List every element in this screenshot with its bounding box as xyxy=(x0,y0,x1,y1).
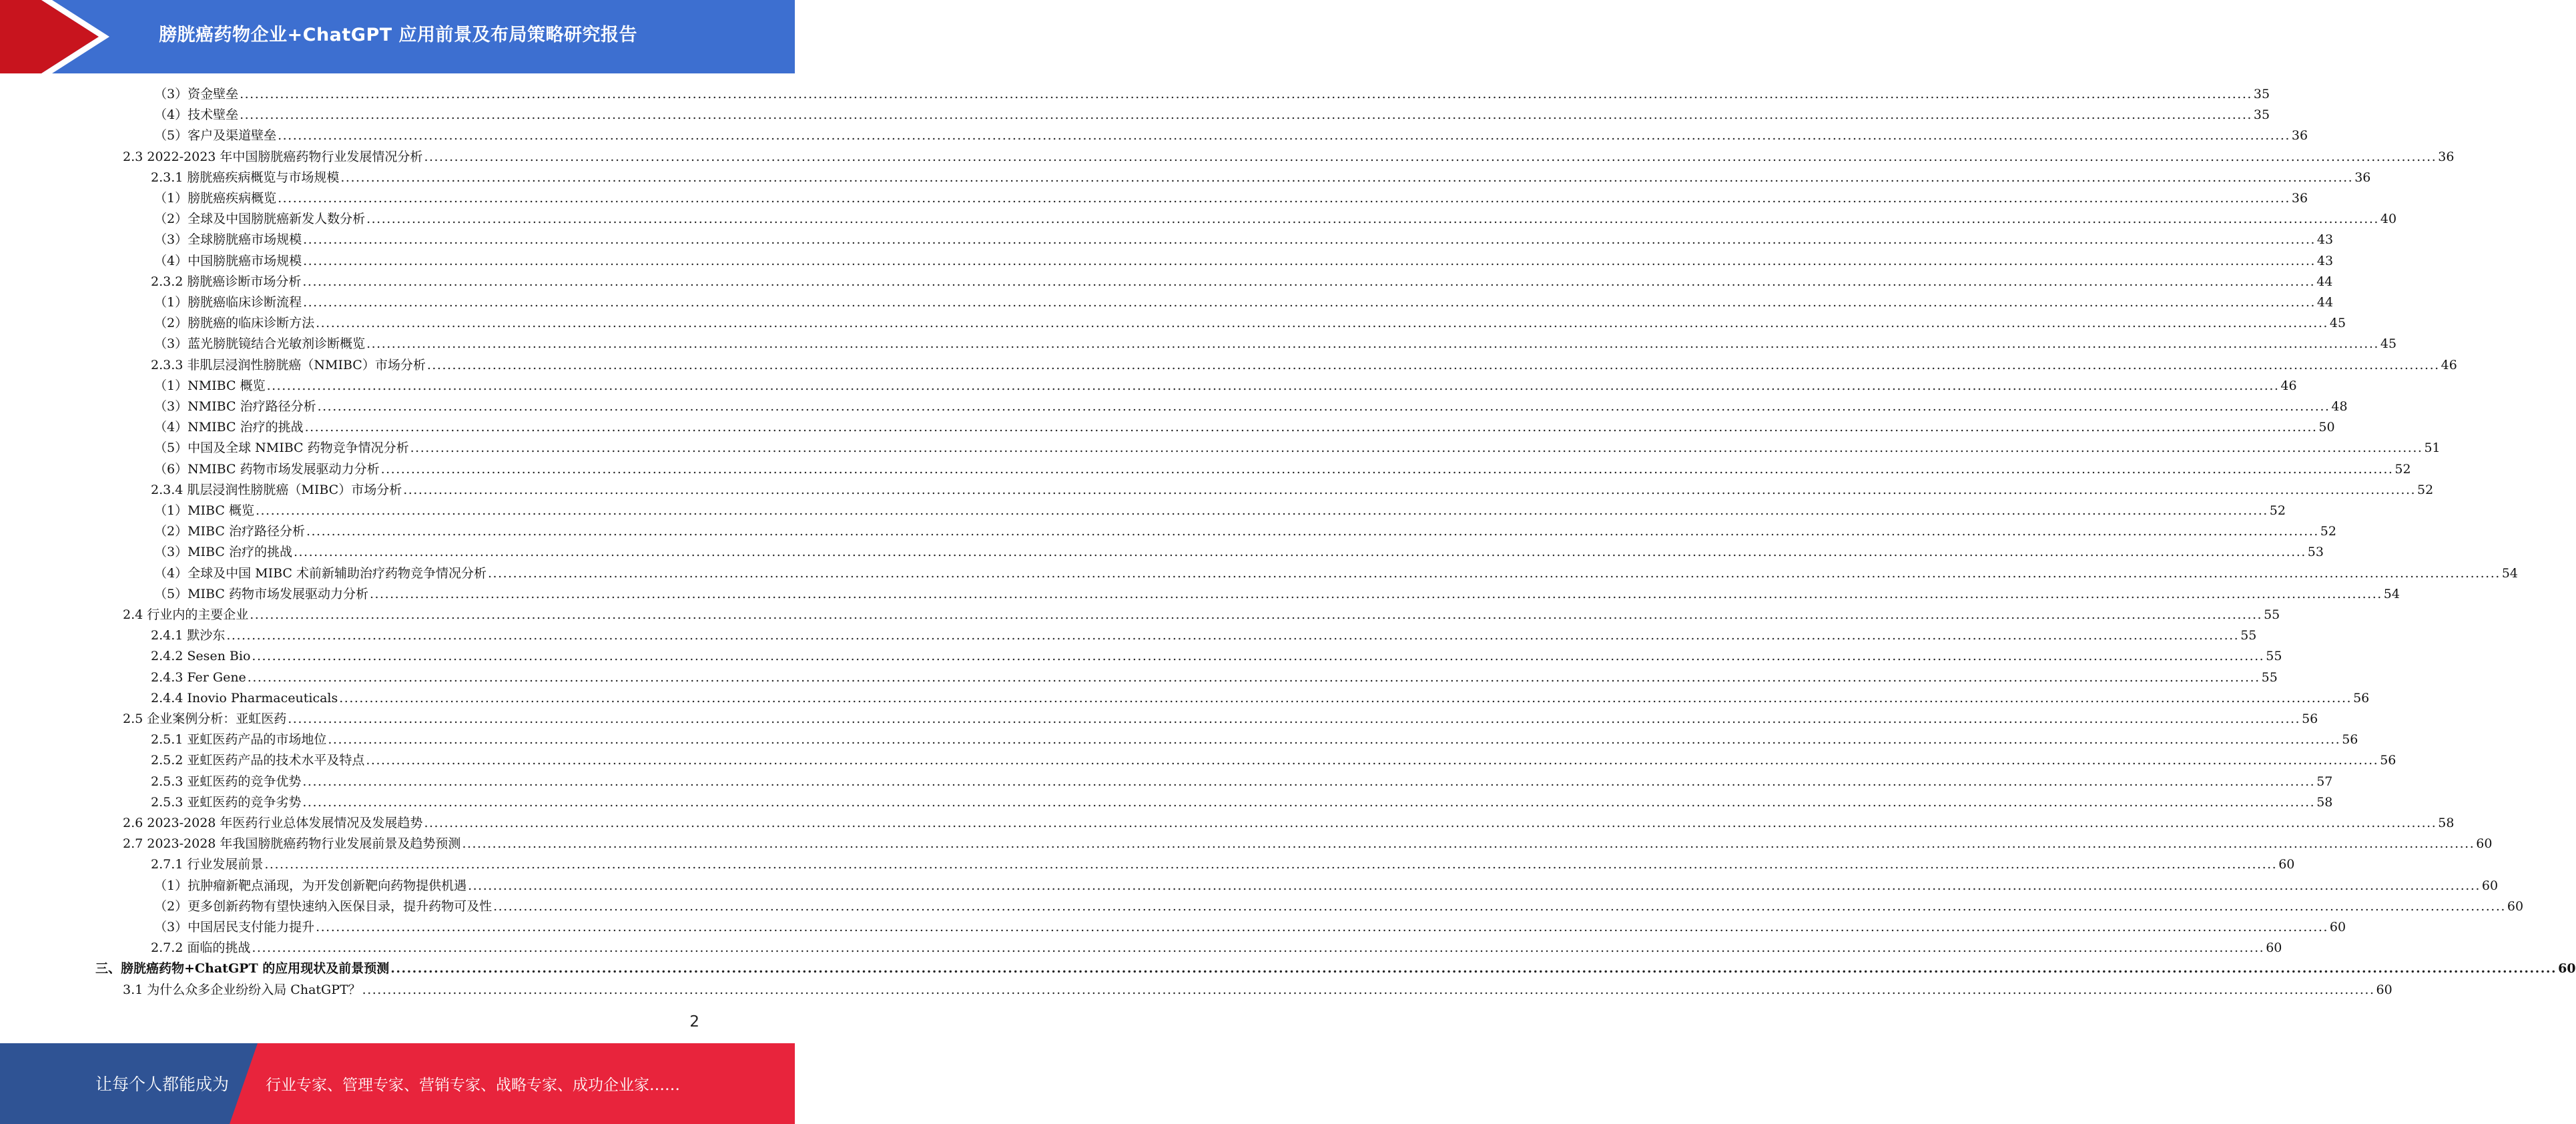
report-title: 膀胱癌药物企业+ChatGPT 应用前景及布局策略研究报告 xyxy=(159,25,638,45)
toc-entry-page: 57 xyxy=(2316,774,2333,789)
toc-dot-leader: ................................................................................................................................................................................................................................................................................................................................................................................................................ xyxy=(293,545,2306,560)
toc-entry-page: 46 xyxy=(2280,378,2297,393)
toc-dot-leader: ................................................................................................................................................................................................................................................................................................................................................................................................................ xyxy=(303,232,2316,248)
toc-entry-page: 60 xyxy=(2481,878,2499,893)
toc-entry[interactable] xyxy=(151,772,2333,792)
toc-entry-page: 36 xyxy=(2291,191,2308,206)
toc-dot-leader: ................................................................................................................................................................................................................................................................................................................................................................................................................ xyxy=(266,378,2280,393)
toc-dot-leader: ................................................................................................................................................................................................................................................................................................................................................................................................................ xyxy=(264,857,2278,872)
toc-entry-page: 43 xyxy=(2316,253,2334,268)
toc-entry-page: 55 xyxy=(2266,649,2282,664)
toc-entry-title: （3）MIBC 治疗的挑战 xyxy=(154,545,292,560)
toc-entry-title: （1）膀胱癌临床诊断流程 xyxy=(154,295,302,310)
header-arrow-decoration xyxy=(0,0,133,73)
toc-dot-leader: ................................................................................................................................................................................................................................................................................................................................................................................................................ xyxy=(240,87,2252,101)
toc-dot-leader: ................................................................................................................................................................................................................................................................................................................................................................................................................ xyxy=(303,295,2316,310)
toc-entry[interactable] xyxy=(154,209,2397,230)
toc-entry-title: （2）更多创新药物有望快速纳入医保目录，提升药物可及性 xyxy=(154,898,493,914)
toc-entry-title: （5）中国及全球 NMIBC 药物竞争情况分析 xyxy=(154,441,409,456)
toc-entry[interactable] xyxy=(123,709,2318,730)
toc-dot-leader: ................................................................................................................................................................................................................................................................................................................................................................................................................ xyxy=(426,357,2440,372)
toc-entry-title: （4）全球及中国 MIBC 术前新辅助治疗药物竞争情况分析 xyxy=(154,565,487,581)
toc-dot-leader: ................................................................................................................................................................................................................................................................................................................................................................................................................ xyxy=(366,212,2379,227)
toc-dot-leader: ................................................................................................................................................................................................................................................................................................................................................................................................................ xyxy=(316,920,2328,934)
toc-dot-leader: ................................................................................................................................................................................................................................................................................................................................................................................................................ xyxy=(424,816,2437,830)
toc-entry-title: （2）MIBC 治疗路径分析 xyxy=(154,524,305,539)
toc-dot-leader: ................................................................................................................................................................................................................................................................................................................................................................................................................ xyxy=(302,794,2316,810)
toc-entry-page: 60 xyxy=(2476,836,2493,852)
toc-entry-page: 36 xyxy=(2354,170,2371,185)
toc-entry[interactable] xyxy=(151,938,2282,958)
toc-entry-page: 56 xyxy=(2302,712,2318,726)
toc-dot-leader: ................................................................................................................................................................................................................................................................................................................................................................................................................ xyxy=(366,753,2379,768)
toc-entry[interactable] xyxy=(95,958,2576,979)
toc-dot-leader: ................................................................................................................................................................................................................................................................................................................................................................................................................ xyxy=(340,170,2354,185)
toc-entry-title: （1）MIBC 概览 xyxy=(154,503,254,518)
toc-dot-leader: ................................................................................................................................................................................................................................................................................................................................................................................................................ xyxy=(304,420,2318,435)
toc-dot-leader: ................................................................................................................................................................................................................................................................................................................................................................................................................ xyxy=(424,149,2437,164)
toc-entry-title: （1）膀胱癌疾病概览 xyxy=(154,191,277,206)
toc-entry[interactable] xyxy=(154,563,2518,584)
toc-entry[interactable] xyxy=(151,667,2278,688)
toc-dot-leader: ................................................................................................................................................................................................................................................................................................................................................................................................................ xyxy=(487,565,2501,581)
toc-entry-page: 43 xyxy=(2316,232,2334,248)
toc-entry-page: 45 xyxy=(2380,336,2397,352)
toc-dot-leader: ................................................................................................................................................................................................................................................................................................................................................................................................................ xyxy=(410,441,2423,456)
toc-entry[interactable] xyxy=(151,168,2371,188)
toc-entry-title: （3）资金壁垒 xyxy=(154,87,239,101)
toc-entry[interactable] xyxy=(151,750,2396,771)
toc-entry-title: 3.1 为什么众多企业纷纷入局 ChatGPT？ xyxy=(123,982,361,997)
toc-entry-title: （3）全球膀胱癌市场规模 xyxy=(154,232,302,248)
page-footer xyxy=(0,1043,795,1124)
toc-entry-title: 2.4.4 Inovio Pharmaceuticals xyxy=(151,690,338,706)
toc-entry[interactable] xyxy=(151,646,2282,667)
toc-dot-leader: ................................................................................................................................................................................................................................................................................................................................................................................................................ xyxy=(288,712,2301,726)
toc-dot-leader: ................................................................................................................................................................................................................................................................................................................................................................................................................ xyxy=(252,940,2265,956)
toc-dot-leader: ................................................................................................................................................................................................................................................................................................................................................................................................................ xyxy=(339,690,2352,706)
toc-dot-leader: ................................................................................................................................................................................................................................................................................................................................................................................................................ xyxy=(366,336,2379,352)
toc-entry-title: （3）蓝光膀胱镜结合光敏剂诊断概览 xyxy=(154,336,366,352)
toc-dot-leader: ................................................................................................................................................................................................................................................................................................................................................................................................................ xyxy=(317,399,2330,414)
toc-entry-page: 35 xyxy=(2253,87,2270,101)
toc-dot-leader: ................................................................................................................................................................................................................................................................................................................................................................................................................ xyxy=(380,461,2394,477)
footer-slogan-right: 行业专家、管理专家、营销专家、战略专家、成功企业家…… xyxy=(266,1077,680,1094)
toc-entry[interactable] xyxy=(151,730,2358,750)
toc-entry-title: 2.3 2022-2023 年中国膀胱癌药物行业发展情况分析 xyxy=(123,149,423,164)
toc-entry[interactable] xyxy=(154,105,2270,125)
toc-entry-page: 60 xyxy=(2278,857,2295,872)
toc-entry[interactable] xyxy=(154,876,2499,896)
toc-entry-page: 60 xyxy=(2266,940,2282,956)
toc-entry-title: （4）NMIBC 治疗的挑战 xyxy=(154,420,304,435)
toc-entry[interactable] xyxy=(123,605,2280,625)
toc-entry-page: 55 xyxy=(2240,628,2257,643)
toc-entry[interactable] xyxy=(123,147,2455,168)
toc-dot-leader: ................................................................................................................................................................................................................................................................................................................................................................................................................ xyxy=(328,732,2341,748)
toc-entry[interactable] xyxy=(154,230,2334,250)
toc-dot-leader: ................................................................................................................................................................................................................................................................................................................................................................................................................ xyxy=(303,253,2316,268)
toc-entry-title: 三、膀胱癌药物+ChatGPT 的应用现状及前景预测 xyxy=(95,961,390,976)
toc-entry[interactable] xyxy=(154,84,2270,105)
toc-entry-page: 51 xyxy=(2424,441,2441,456)
toc-entry-title: 2.6 2023-2028 年医药行业总体发展情况及发展趋势 xyxy=(123,816,423,830)
page-header xyxy=(0,0,795,73)
toc-entry-page: 36 xyxy=(2291,128,2308,144)
page-number: 2 xyxy=(689,1013,699,1031)
toc-entry[interactable] xyxy=(154,584,2400,605)
toc-entry[interactable] xyxy=(151,625,2257,646)
toc-entry-title: （3）中国居民支付能力提升 xyxy=(154,920,315,934)
toc-entry-page: 56 xyxy=(2380,753,2396,768)
toc-entry[interactable] xyxy=(151,792,2333,813)
toc-entry[interactable] xyxy=(154,521,2336,542)
toc-dot-leader: ................................................................................................................................................................................................................................................................................................................................................................................................................ xyxy=(369,586,2382,601)
toc-entry[interactable] xyxy=(154,292,2334,313)
toc-dot-leader: ................................................................................................................................................................................................................................................................................................................................................................................................................ xyxy=(462,836,2475,852)
toc-entry-page: 54 xyxy=(2501,565,2518,581)
toc-entry-title: 2.3.1 膀胱癌疾病概览与市场规模 xyxy=(151,170,340,185)
toc-entry-page: 60 xyxy=(2558,961,2576,976)
toc-dot-leader: ................................................................................................................................................................................................................................................................................................................................................................................................................ xyxy=(306,524,2319,539)
toc-entry-page: 52 xyxy=(2320,524,2336,539)
toc-entry[interactable] xyxy=(154,376,2297,396)
toc-entry-title: 2.4.1 默沙东 xyxy=(151,628,226,643)
toc-entry-page: 55 xyxy=(2264,607,2280,622)
toc-entry-page: 60 xyxy=(2376,982,2392,997)
toc-entry[interactable] xyxy=(154,251,2334,272)
toc-dot-leader: ................................................................................................................................................................................................................................................................................................................................................................................................................ xyxy=(403,482,2417,497)
footer-slogan-left: 让每个人都能成为 xyxy=(95,1075,230,1094)
toc-entry-page: 40 xyxy=(2380,212,2397,227)
toc-entry[interactable] xyxy=(154,396,2348,417)
toc-entry-page: 53 xyxy=(2307,545,2324,560)
toc-entry[interactable] xyxy=(151,272,2333,292)
toc-entry[interactable] xyxy=(154,501,2286,521)
toc-entry-title: 2.4.3 Fer Gene xyxy=(151,669,246,685)
toc-dot-leader: ................................................................................................................................................................................................................................................................................................................................................................................................................ xyxy=(240,107,2252,123)
toc-dot-leader: ................................................................................................................................................................................................................................................................................................................................................................................................................ xyxy=(316,316,2328,331)
toc-entry-page: 56 xyxy=(2342,732,2358,748)
toc-entry-title: （4）中国膀胱癌市场规模 xyxy=(154,253,302,268)
toc-entry-page: 56 xyxy=(2353,690,2370,706)
toc-entry-title: 2.4 行业内的主要企业 xyxy=(123,607,249,622)
toc-entry-page: 50 xyxy=(2318,420,2335,435)
toc-entry-page: 52 xyxy=(2394,461,2411,477)
toc-entry[interactable] xyxy=(154,917,2346,938)
toc-entry[interactable] xyxy=(154,896,2524,917)
toc-entry[interactable] xyxy=(151,480,2434,501)
toc-entry[interactable] xyxy=(154,188,2308,209)
toc-dot-leader: ................................................................................................................................................................................................................................................................................................................................................................................................................ xyxy=(252,649,2265,664)
toc-entry[interactable] xyxy=(151,854,2295,875)
toc-entry-title: 2.3.2 膀胱癌诊断市场分析 xyxy=(151,274,302,289)
toc-dot-leader: ................................................................................................................................................................................................................................................................................................................................................................................................................ xyxy=(362,982,2375,997)
toc-dot-leader: ................................................................................................................................................................................................................................................................................................................................................................................................................ xyxy=(302,274,2316,289)
toc-entry-page: 36 xyxy=(2438,149,2455,164)
toc-entry[interactable] xyxy=(154,459,2411,480)
toc-dot-leader: ................................................................................................................................................................................................................................................................................................................................................................................................................ xyxy=(278,191,2290,206)
toc-entry-title: （1）抗肿瘤新靶点涌现，为开发创新靶向药物提供机遇 xyxy=(154,878,467,893)
toc-entry-page: 48 xyxy=(2331,399,2348,414)
toc-entry-title: （3）NMIBC 治疗路径分析 xyxy=(154,399,316,414)
toc-entry[interactable] xyxy=(154,334,2397,354)
toc-entry-title: （5）客户及渠道壁垒 xyxy=(154,128,277,144)
toc-entry-title: （1）NMIBC 概览 xyxy=(154,378,266,393)
toc-dot-leader: ................................................................................................................................................................................................................................................................................................................................................................................................................ xyxy=(250,607,2263,622)
toc-dot-leader: ................................................................................................................................................................................................................................................................................................................................................................................................................ xyxy=(302,774,2316,789)
toc-entry[interactable] xyxy=(151,688,2370,709)
toc-entry-page: 44 xyxy=(2316,274,2333,289)
toc-dot-leader: ................................................................................................................................................................................................................................................................................................................................................................................................................ xyxy=(226,628,2240,643)
toc-entry-page: 60 xyxy=(2507,898,2524,914)
toc-entry-title: 2.4.2 Sesen Bio xyxy=(151,649,251,664)
toc-dot-leader: ................................................................................................................................................................................................................................................................................................................................................................................................................ xyxy=(468,878,2481,893)
toc-entry-page: 60 xyxy=(2329,920,2346,934)
toc-entry-page: 55 xyxy=(2261,669,2278,685)
toc-entry-page: 44 xyxy=(2316,295,2334,310)
toc-dot-leader: ................................................................................................................................................................................................................................................................................................................................................................................................................ xyxy=(390,961,2557,976)
toc-entry-page: 58 xyxy=(2316,794,2333,810)
toc-entry-title: （5）MIBC 药物市场发展驱动力分析 xyxy=(154,586,368,601)
toc-entry[interactable] xyxy=(123,980,2392,1001)
toc-entry-title: 2.5.3 亚虹医药的竞争劣势 xyxy=(151,794,302,810)
toc-entry-title: 2.5.2 亚虹医药产品的技术水平及特点 xyxy=(151,753,365,768)
toc-entry-page: 54 xyxy=(2383,586,2400,601)
toc-entry[interactable] xyxy=(154,125,2308,146)
toc-entry-page: 45 xyxy=(2329,316,2346,331)
toc-entry-title: （4）技术壁垒 xyxy=(154,107,239,123)
toc-entry-title: 2.7 2023-2028 年我国膀胱癌药物行业发展前景及趋势预测 xyxy=(123,836,461,852)
toc-entry[interactable] xyxy=(123,834,2493,854)
toc-entry[interactable] xyxy=(154,417,2335,438)
toc-entry-title: 2.7.2 面临的挑战 xyxy=(151,940,251,956)
toc-entry-title: （2）全球及中国膀胱癌新发人数分析 xyxy=(154,212,366,227)
toc-entry-page: 46 xyxy=(2441,357,2457,372)
toc-entry-title: 2.5 企业案例分析：亚虹医药 xyxy=(123,712,287,726)
toc-dot-leader: ................................................................................................................................................................................................................................................................................................................................................................................................................ xyxy=(278,128,2290,144)
toc-entry-title: 2.7.1 行业发展前景 xyxy=(151,857,264,872)
toc-entry-title: 2.5.3 亚虹医药的竞争优势 xyxy=(151,774,302,789)
toc-entry[interactable] xyxy=(154,313,2346,334)
toc-entry[interactable] xyxy=(123,813,2455,834)
toc-entry[interactable] xyxy=(154,542,2324,563)
toc-dot-leader: ................................................................................................................................................................................................................................................................................................................................................................................................................ xyxy=(247,669,2260,685)
toc-entry-page: 35 xyxy=(2253,107,2270,123)
toc-entry-title: 2.3.3 非肌层浸润性膀胱癌（NMIBC）市场分析 xyxy=(151,357,426,372)
toc-entry[interactable] xyxy=(151,355,2457,376)
toc-entry[interactable] xyxy=(154,438,2441,459)
toc-entry-title: 2.5.1 亚虹医药产品的市场地位 xyxy=(151,732,327,748)
toc-dot-leader: ................................................................................................................................................................................................................................................................................................................................................................................................................ xyxy=(493,898,2506,914)
toc-entry-page: 58 xyxy=(2438,816,2455,830)
toc-entry-title: 2.3.4 肌层浸润性膀胱癌（MIBC）市场分析 xyxy=(151,482,402,497)
toc-entry-page: 52 xyxy=(2417,482,2434,497)
toc-dot-leader: ................................................................................................................................................................................................................................................................................................................................................................................................................ xyxy=(255,503,2268,518)
toc-entry-title: （6）NMIBC 药物市场发展驱动力分析 xyxy=(154,461,380,477)
toc-entry-title: （2）膀胱癌的临床诊断方法 xyxy=(154,316,315,331)
toc-entry-page: 52 xyxy=(2269,503,2286,518)
